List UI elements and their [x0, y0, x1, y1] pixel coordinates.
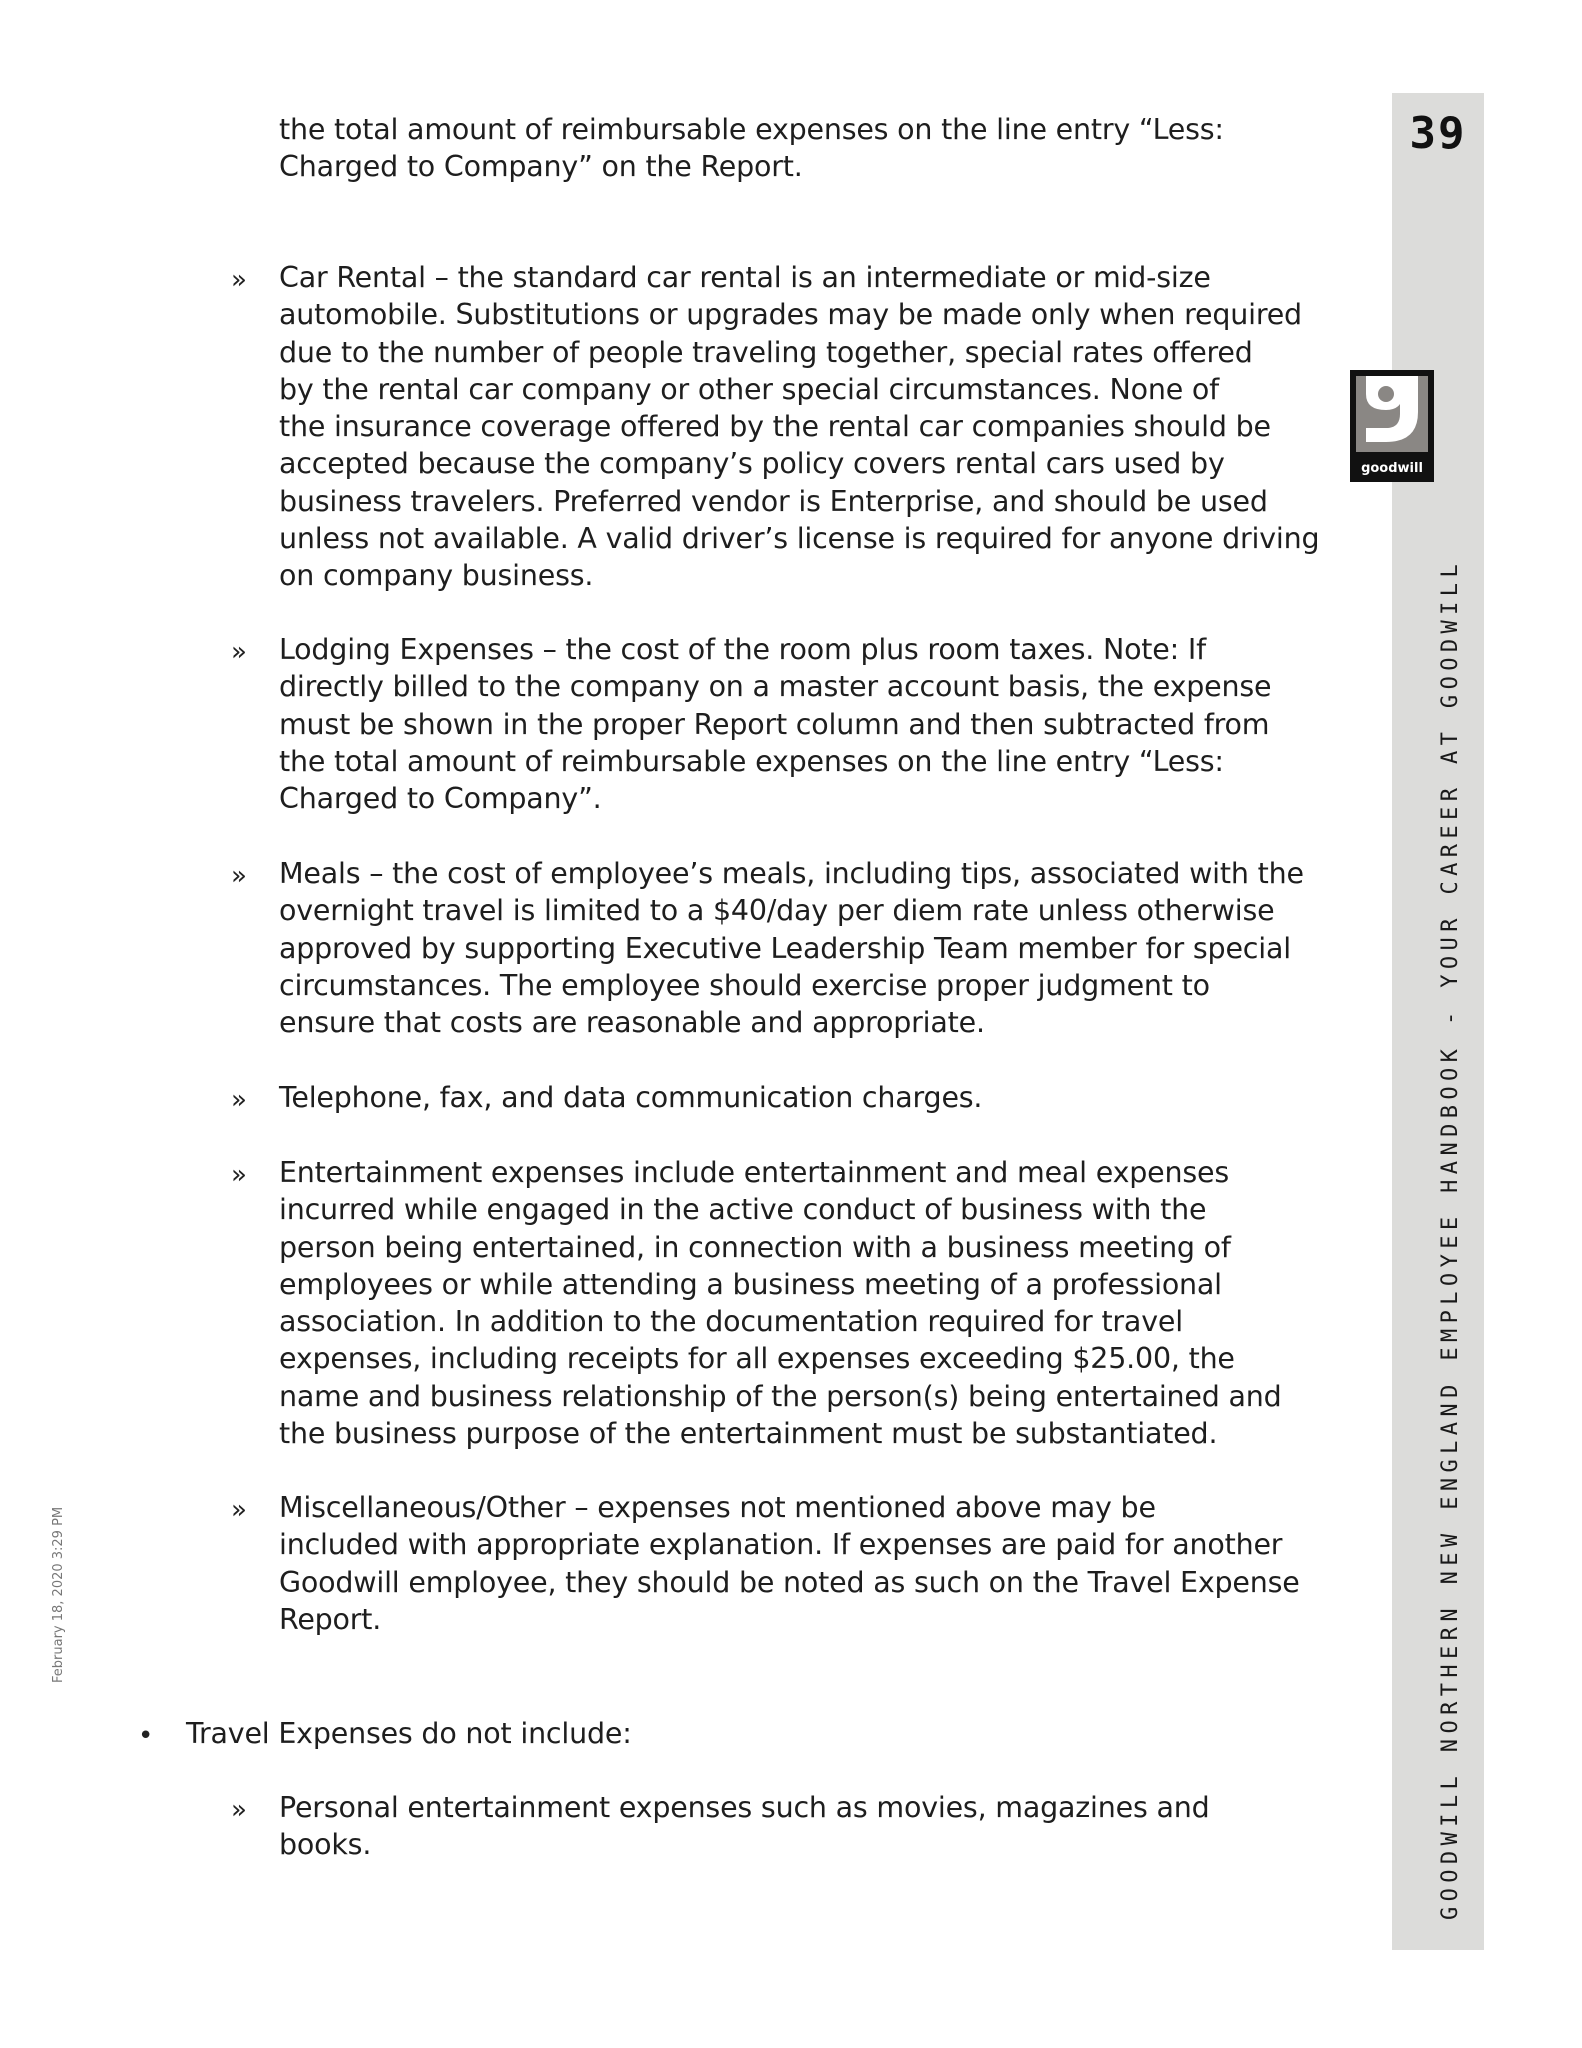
text-line: Entertainment expenses include entertainment and meal expenses [279, 1156, 1229, 1189]
text-line: books. [279, 1828, 372, 1862]
text-line: the total amount of reimbursable expenses on the line entry “Less: [279, 113, 1224, 146]
item-marker: » [231, 1160, 247, 1190]
text-line: unless not available. A valid driver’s license is required for anyone driving [279, 522, 1320, 556]
item-marker: » [231, 1495, 247, 1525]
text-line: Travel Expenses do not include: [186, 1717, 632, 1750]
goodwill-logo [1350, 370, 1434, 482]
text-line: Charged to Company” on the Report. [279, 150, 803, 184]
print-timestamp: February 18, 2020 3:29 PM [51, 1506, 66, 1683]
text-line: Charged to Company”. [279, 782, 602, 816]
text-line: the total amount of reimbursable expenses on the line entry “Less: [279, 744, 1224, 778]
logo-wordmark: goodwill [1361, 461, 1423, 476]
meals-paragraph [279, 855, 1324, 1041]
goodwill-g-icon [1356, 376, 1428, 452]
item-marker: » [231, 861, 247, 891]
text-line: employees or while attending a business meeting of a professional [279, 1267, 1222, 1301]
text-line: due to the number of people traveling together, special rates offered [279, 335, 1253, 369]
text-line: business travelers. Preferred vendor is Enterprise, and should be used [279, 484, 1268, 518]
text-line: Lodging Expenses – the cost of the room plus room taxes. Note: If [279, 633, 1206, 666]
text-line: circumstances. The employee should exercise proper judgment to [279, 968, 1210, 1002]
item-marker: » [231, 265, 247, 295]
text-line: the business purpose of the entertainment must be substantiated. [279, 1417, 1218, 1451]
text-line: Report. [279, 1602, 382, 1636]
entertainment-paragraph [279, 1154, 1324, 1452]
personal-entertainment-paragraph [279, 1789, 1324, 1864]
text-line: expenses, including receipts for all expenses exceeding $25.00, the [279, 1342, 1235, 1376]
lodging-paragraph [279, 631, 1324, 817]
text-line: Car Rental – the standard car rental is an intermediate or mid-size [279, 261, 1211, 294]
text-line: Miscellaneous/Other – expenses not mentioned above may be [279, 1491, 1156, 1524]
text-line: must be shown in the proper Report column and then subtracted from [279, 707, 1270, 741]
spine-title: GOODWILL NORTHERN NEW ENGLAND EMPLOYEE HANDBOOK - YOUR CAREER AT GOODWILL [1438, 558, 1463, 1920]
item-marker: » [231, 637, 247, 667]
text-line: incurred while engaged in the active conduct of business with the [279, 1193, 1207, 1227]
item-marker: » [231, 1795, 247, 1825]
text-line: approved by supporting Executive Leadership Team member for special [279, 931, 1291, 965]
text-line: Meals – the cost of employee’s meals, including tips, associated with the [279, 857, 1304, 890]
text-line: automobile. Substitutions or upgrades may be made only when required [279, 298, 1302, 332]
text-line: Telephone, fax, and data communication charges. [279, 1081, 983, 1114]
text-line: Personal entertainment expenses such as movies, magazines and [279, 1791, 1210, 1824]
page-number: 39 [1409, 108, 1467, 159]
dot-bullet: • [138, 1721, 154, 1751]
text-line: on company business. [279, 559, 594, 593]
intro-paragraph [279, 111, 1324, 186]
text-line: name and business relationship of the person(s) being entertained and [279, 1379, 1282, 1413]
telephone-paragraph [279, 1079, 1324, 1116]
item-marker: » [231, 1085, 247, 1115]
text-line: included with appropriate explanation. If expenses are paid for another [279, 1528, 1283, 1562]
car-rental-paragraph [279, 259, 1324, 595]
miscellaneous-paragraph [279, 1489, 1324, 1638]
text-line: association. In addition to the documentation required for travel [279, 1305, 1183, 1339]
text-line: Goodwill employee, they should be noted as such on the Travel Expense [279, 1565, 1300, 1599]
text-line: accepted because the company’s policy covers rental cars used by [279, 447, 1225, 481]
logo-panel [1356, 376, 1428, 452]
not-included-heading [186, 1715, 1231, 1752]
text-line: ensure that costs are reasonable and appropriate. [279, 1006, 985, 1040]
text-line: person being entertained, in connection with a business meeting of [279, 1230, 1231, 1264]
text-line: the insurance coverage offered by the rental car companies should be [279, 410, 1271, 444]
text-line: overnight travel is limited to a $40/day per diem rate unless otherwise [279, 894, 1275, 928]
text-line: directly billed to the company on a master account basis, the expense [279, 670, 1272, 704]
text-line: by the rental car company or other special circumstances. None of [279, 372, 1219, 406]
